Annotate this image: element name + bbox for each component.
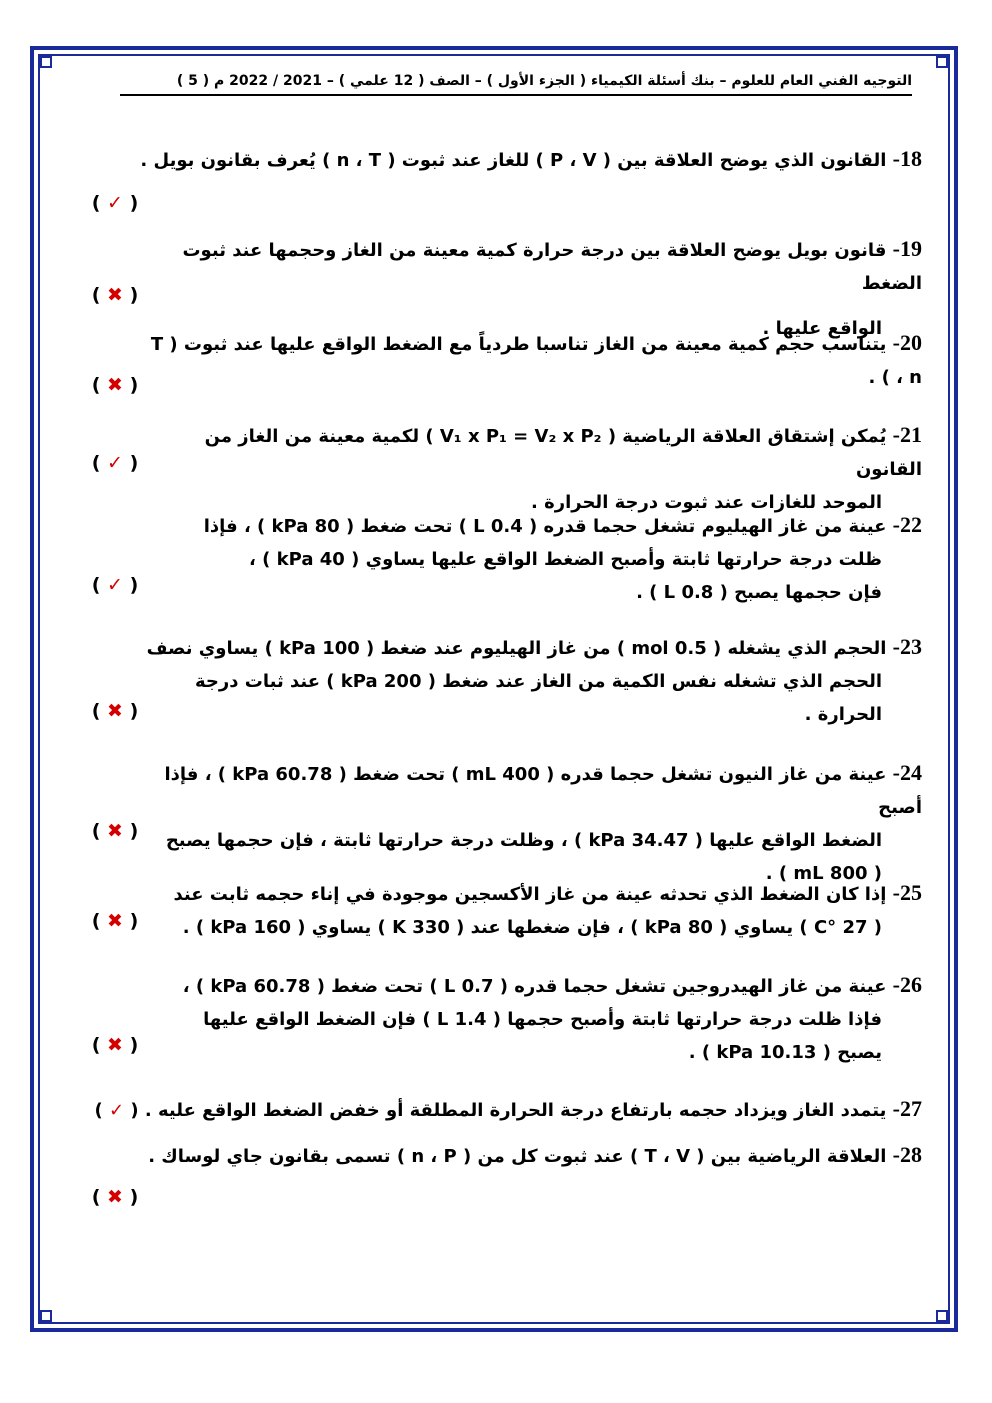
question-number: 27- (892, 1096, 922, 1121)
answer-mark-26: ( ✖ ) (91, 1034, 139, 1056)
answer-mark-22: ( ✓ ) (91, 574, 139, 596)
question-text: يتناسب حجم كمية معينة من الغاز تناسبا طردياً مع الضغط الواقع عليها عند ثبوت ( T ، n ) . (150, 334, 922, 388)
answer-mark-20: ( ✖ ) (91, 374, 139, 396)
question-text: الموحد للغازات عند ثبوت درجة الحرارة . (531, 492, 882, 513)
question-text: يصبح ( 10.13 kPa ) . (688, 1042, 882, 1063)
question-number: 21- (892, 422, 922, 447)
question-number: 20- (892, 330, 922, 355)
answer-mark-23: ( ✖ ) (91, 700, 139, 722)
answer-mark-21: ( ✓ ) (91, 452, 139, 474)
question-text: الضغط الواقع عليها ( 34.47 kPa ) ، وظلت درجة حرارتها ثابتة ، فإن حجمها يصبح (165, 830, 882, 851)
question-number: 25- (892, 880, 922, 905)
question-number: 19- (892, 236, 922, 261)
question-25 (140, 876, 922, 944)
question-24 (140, 756, 922, 890)
question-number: 24- (892, 760, 922, 785)
question-number: 23- (892, 634, 922, 659)
question-text: عينة من غاز الهيليوم تشغل حجما قدره ( 0.4 L ) تحت ضغط ( 80 kPa ) ، فإذا (203, 516, 887, 537)
question-text: عينة من غاز النيون تشغل حجما قدره ( 400 mL ) تحت ضغط ( 60.78 kPa ) ، فإذا أصبح (164, 764, 922, 818)
question-28 (140, 1138, 922, 1173)
question-number: 28- (892, 1142, 922, 1167)
question-text: ( 800 mL ) . (765, 863, 882, 884)
corner-ornament (40, 1310, 52, 1322)
question-text: الواقع عليها . (762, 318, 882, 339)
question-26 (140, 968, 922, 1069)
answer-mark-28: ( ✖ ) (91, 1186, 139, 1208)
question-text: الحجم الذي يشغله ( 0.5 mol ) من غاز الهيليوم عند ضغط ( 100 kPa ) يساوي نصف (146, 638, 887, 659)
answer-mark-27: ( ✓ ) (94, 1100, 139, 1121)
question-23 (140, 630, 922, 731)
answer-mark-24: ( ✖ ) (91, 820, 139, 842)
answer-mark-19: ( ✖ ) (91, 284, 139, 306)
page-header: التوجيه الفني العام للعلوم – بنك أسئلة الكيمياء ( الجزء الأول ) – الصف ( 12 علمي ) – 2021 / 2022 م ( 5 ) (120, 70, 912, 96)
question-text: إذا كان الضغط الذي تحدثه عينة من غاز الأكسجين موجودة في إناء حجمه ثابت عند (173, 884, 887, 905)
question-20 (140, 326, 922, 394)
question-text: عينة من غاز الهيدروجين تشغل حجما قدره ( 0.7 L ) تحت ضغط ( 60.78 kPa ) ، (182, 976, 887, 997)
question-21 (140, 418, 922, 519)
question-text: الحجم الذي تشغله نفس الكمية من الغاز عند ضغط ( 200 kPa ) عند ثبات درجة الحرارة . (195, 671, 882, 725)
question-text: ( 27 °C ) يساوي ( 80 kPa ) ، فإن ضغطها عند ( 330 K ) يساوي ( 160 kPa ) . (182, 917, 882, 938)
question-text: العلاقة الرياضية بين ( T ، V ) عند ثبوت كل من ( n ، P ) تسمى بقانون جاي لوساك . (148, 1146, 887, 1167)
answer-mark-18: ( ✓ ) (91, 192, 139, 214)
answer-mark-25: ( ✖ ) (91, 910, 139, 932)
question-text: فإن حجمها يصبح ( 0.8 L ) . (636, 582, 882, 603)
question-22 (140, 508, 922, 609)
question-27 (80, 1092, 922, 1127)
question-text: ظلت درجة حرارتها ثابتة وأصبح الضغط الواقع عليها يساوي ( 40 kPa ) ، (249, 549, 882, 570)
corner-ornament (936, 1310, 948, 1322)
question-text: القانون الذي يوضح العلاقة بين ( P ، V ) للغاز عند ثبوت ( n ، T ) يُعرف بقانون بويل . (140, 150, 887, 171)
question-text: يتمدد الغاز ويزداد حجمه بارتفاع درجة الحرارة المطلقة أو خفض الضغط الواقع عليه . (144, 1100, 887, 1121)
corner-ornament (936, 56, 948, 68)
question-text: فإذا ظلت درجة حرارتها ثابتة وأصبح حجمها ( 1.4 L ) فإن الضغط الواقع عليها (203, 1009, 882, 1030)
question-18 (140, 142, 922, 177)
question-text: قانون بويل يوضح العلاقة بين درجة حرارة كمية معينة من الغاز وحجمها عند ثبوت الضغط (182, 240, 922, 294)
corner-ornament (40, 56, 52, 68)
question-number: 22- (892, 512, 922, 537)
question-number: 26- (892, 972, 922, 997)
question-number: 18- (892, 146, 922, 171)
question-text: يُمكن إشتقاق العلاقة الرياضية ( V₁ x P₁ = V₂ x P₂ ) لكمية معينة من الغاز من القانون (204, 426, 922, 480)
